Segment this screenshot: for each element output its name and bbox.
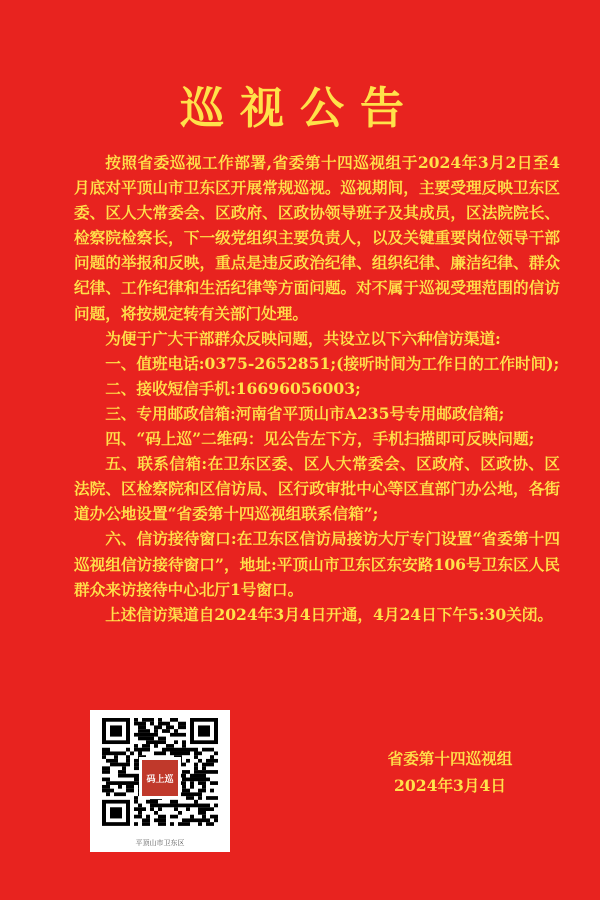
- channel-postbox: 三、专用邮政信箱:河南省平顶山市A235号专用邮政信箱;: [105, 403, 505, 423]
- qr-caption: 平顶山市卫东区: [135, 839, 185, 847]
- paragraph-intro: 按照省委巡视工作部署,省委第十四巡视组于2024年3月2日至4月底对平顶山市卫东区开展常规巡视。巡视期间，主要受理反映卫东区委、区人大常委会、区政府、区政协领导班子及其成员，区法院院长、检察院检察长，下一级党组织主要负责人，以及关键重要岗位领导干部问题的举报和反映，重点是违反政治纪律、组织纪律、廉洁纪律、群众纪律、工作纪律和生活纪律等方面问题。对不属于巡视受理范围的信访问题，将按规定转有关部门处理。: [74, 153, 560, 323]
- paragraph-schedule: 上述信访渠道自2024年3月4日开通，4月24日下午5:30关闭。: [105, 604, 554, 624]
- notice-title: 巡视公告: [180, 83, 420, 134]
- paragraph-channels-intro: 为便于广大干部群众反映问题，共设立以下六种信访渠道:: [105, 328, 501, 348]
- signature-date: 2024年3月4日: [394, 776, 506, 795]
- channel-mailbox: 五、联系信箱:在卫东区委、区人大常委会、区政府、区政协、区法院、区检察院和区信访局、区行政审批中心等区直部门办公地，各街道办公地设置“省委第十四巡视组联系信箱”;: [74, 454, 560, 524]
- signature-block: [370, 745, 530, 799]
- qr-badge: 码上巡: [139, 757, 181, 799]
- channel-hotline: 一、值班电话:0375-2652851;(接听时间为工作日的工作时间);: [105, 353, 560, 373]
- signature-org: 省委第十四巡视组: [387, 749, 513, 768]
- notice-body: [74, 150, 560, 627]
- qr-code-card[interactable]: [90, 710, 230, 852]
- channel-reception-window: 六、信访接待窗口:在卫东区信访局接访大厅专门设置“省委第十四巡视组信访接待窗口”，地址:平顶山市卫东区东安路106号卫东区人民群众来访接待中心北厅1号窗口。: [74, 529, 560, 599]
- channel-sms: 二、接收短信手机:16696056003;: [105, 378, 361, 398]
- channel-qrcode: 四、“码上巡”二维码：见公告左下方，手机扫描即可反映问题;: [105, 429, 535, 449]
